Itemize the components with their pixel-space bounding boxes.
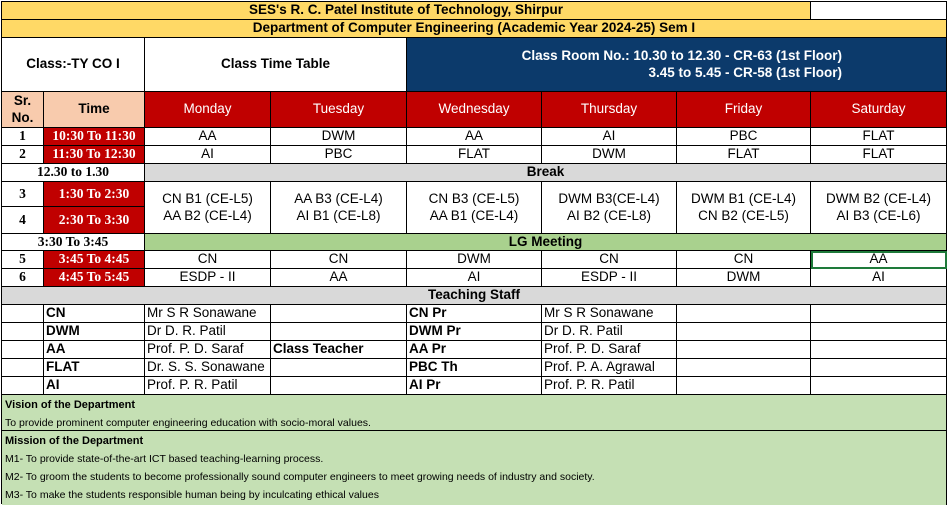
lab-batch-cell[interactable] [542, 182, 677, 234]
staff-name: Prof. P. R. Patil [145, 377, 271, 395]
lecture-cell[interactable]: AA [271, 269, 407, 287]
lecture-cell[interactable]: CN [145, 251, 271, 269]
lecture-cell[interactable]: PBC [271, 146, 407, 164]
lecture-cell[interactable]: DWM [542, 146, 677, 164]
mission-item-3: M3- To make the students responsible human being by inculcating ethical values [5, 489, 379, 501]
period-sr: 3 [2, 182, 44, 207]
lecture-cell[interactable]: AA [145, 128, 271, 146]
lecture-cell[interactable]: CN [542, 251, 677, 269]
staff-blank [811, 377, 947, 395]
staff-subject-code: FLAT [44, 359, 145, 377]
period-time: 1:30 To 2:30 [44, 182, 145, 207]
staff-blank [677, 305, 811, 323]
staff-extra [271, 323, 407, 341]
staff-practical-name: Dr D. R. Patil [542, 323, 677, 341]
lecture-cell[interactable]: CN [677, 251, 811, 269]
staff-extra: Class Teacher [271, 341, 407, 359]
lab-batch-cell[interactable] [271, 182, 407, 234]
period-time: 4:45 To 5:45 [44, 269, 145, 287]
lab-batch-line-2: AA B2 (CE-L4) [163, 207, 252, 223]
staff-name: Dr. S. S. Sonawane [145, 359, 271, 377]
day-head-monday: Monday [145, 92, 271, 128]
lecture-cell[interactable]: ESDP - II [542, 269, 677, 287]
vision-text: To provide prominent computer engineering education with socio-moral values. [5, 417, 371, 429]
staff-name: Prof. P. D. Saraf [145, 341, 271, 359]
staff-blank [2, 377, 44, 395]
lecture-cell[interactable]: AI [811, 269, 947, 287]
sr-no-head-line-1: Sr. [13, 93, 32, 109]
lecture-cell[interactable]: AI [407, 269, 542, 287]
period-sr: 4 [2, 207, 44, 234]
classroom-line-2: 3.45 to 5.45 - CR-58 (1st Floor) [648, 64, 842, 80]
lecture-cell[interactable]: CN [271, 251, 407, 269]
staff-practical-code: AA Pr [407, 341, 542, 359]
day-head-friday: Friday [677, 92, 811, 128]
lab-batch-line-2: CN B2 (CE-L5) [698, 207, 789, 223]
day-head-wednesday: Wednesday [407, 92, 542, 128]
lab-batch-line-2: AI B1 (CE-L8) [296, 207, 381, 223]
staff-name: Dr D. R. Patil [145, 323, 271, 341]
lecture-cell[interactable]: ESDP - II [145, 269, 271, 287]
lecture-cell[interactable]: FLAT [811, 128, 947, 146]
staff-blank [2, 323, 44, 341]
staff-extra [271, 305, 407, 323]
staff-blank [811, 341, 947, 359]
staff-practical-name: Prof. P. D. Saraf [542, 341, 677, 359]
staff-subject-code: CN [44, 305, 145, 323]
lecture-cell[interactable]: FLAT [407, 146, 542, 164]
lab-batch-line-2: AI B3 (CE-L6) [836, 207, 921, 223]
lab-batch-line-1: AA B3 (CE-L4) [294, 191, 383, 207]
staff-extra [271, 359, 407, 377]
lab-batch-line-2: AI B2 (CE-L8) [566, 207, 652, 223]
mission-heading: Mission of the Department [5, 435, 144, 447]
header-blank-cell[interactable] [811, 2, 947, 20]
staff-practical-name: Prof. P. A. Agrawal [542, 359, 677, 377]
lab-batch-cell[interactable] [677, 182, 811, 234]
period-time: 2:30 To 3:30 [44, 207, 145, 234]
staff-blank [677, 377, 811, 395]
lab-batch-cell[interactable] [145, 182, 271, 234]
period-time: 10:30 To 11:30 [44, 128, 145, 146]
staff-name: Mr S R Sonawane [145, 305, 271, 323]
vision-block [2, 395, 947, 431]
staff-blank [2, 359, 44, 377]
mission-block [2, 431, 947, 505]
lecture-cell[interactable]: AA [407, 128, 542, 146]
period-sr: 1 [2, 128, 44, 146]
lecture-cell[interactable]: PBC [677, 128, 811, 146]
staff-subject-code: AA [44, 341, 145, 359]
department-title: Department of Computer Engineering (Academic Year 2024-25) Sem I [2, 20, 947, 38]
institute-title: SES's R. C. Patel Institute of Technology, Shirpur [2, 2, 811, 20]
classroom-info [407, 38, 947, 92]
mission-item-1: M1- To provide state-of-the-art ICT based teaching-learning process. [5, 453, 324, 465]
staff-blank [811, 359, 947, 377]
lab-batch-line-1: DWM B3(CE-L4) [558, 191, 660, 207]
vision-heading: Vision of the Department [5, 399, 135, 411]
day-head-thursday: Thursday [542, 92, 677, 128]
staff-blank [811, 305, 947, 323]
lg-meeting-label: LG Meeting [145, 234, 947, 251]
lab-batch-line-1: DWM B1 (CE-L4) [690, 191, 796, 207]
staff-blank [677, 359, 811, 377]
staff-extra [271, 377, 407, 395]
mission-item-2: M2- To groom the students to become professionally sound computer engineers to meet growing needs of industry and society. [5, 471, 595, 483]
staff-practical-code: CN Pr [407, 305, 542, 323]
day-head-saturday: Saturday [811, 92, 947, 128]
lecture-cell[interactable]: AI [542, 128, 677, 146]
time-head: Time [44, 92, 145, 128]
staff-practical-code: AI Pr [407, 377, 542, 395]
lab-batch-line-2: AA B1 (CE-L4) [429, 207, 519, 223]
staff-blank [677, 341, 811, 359]
staff-blank [811, 323, 947, 341]
lab-batch-line-1: DWM B2 (CE-L4) [825, 191, 931, 207]
staff-practical-code: PBC Th [407, 359, 542, 377]
staff-blank [2, 305, 44, 323]
lecture-cell[interactable]: FLAT [677, 146, 811, 164]
staff-practical-code: DWM Pr [407, 323, 542, 341]
staff-practical-name: Mr S R Sonawane [542, 305, 677, 323]
staff-subject-code: DWM [44, 323, 145, 341]
sr-no-head-line-2: No. [11, 109, 34, 125]
lecture-cell[interactable]: DWM [677, 269, 811, 287]
lab-batch-line-1: CN B3 (CE-L5) [428, 191, 520, 207]
classroom-line-1: Class Room No.: 10.30 to 12.30 - CR-63 (1st Floor) [521, 48, 842, 64]
teaching-staff-title: Teaching Staff [2, 287, 947, 305]
lecture-cell[interactable]: DWM [271, 128, 407, 146]
lab-batch-cell[interactable] [407, 182, 542, 234]
lab-batch-cell[interactable] [811, 182, 947, 234]
staff-blank [2, 341, 44, 359]
period-sr: 5 [2, 251, 44, 269]
class-label: Class:-TY CO I [2, 38, 145, 92]
staff-practical-name: Prof. P. R. Patil [542, 377, 677, 395]
lecture-cell[interactable]: FLAT [811, 146, 947, 164]
break-label: Break [145, 164, 947, 182]
day-head-tuesday: Tuesday [271, 92, 407, 128]
lg-time: 3:30 To 3:45 [2, 234, 145, 251]
period-time: 11:30 To 12:30 [44, 146, 145, 164]
break-time: 12.30 to 1.30 [2, 164, 145, 182]
sr-no-head [2, 92, 44, 128]
staff-blank [677, 323, 811, 341]
period-sr: 6 [2, 269, 44, 287]
lecture-cell[interactable]: AI [145, 146, 271, 164]
period-time: 3:45 To 4:45 [44, 251, 145, 269]
period-sr: 2 [2, 146, 44, 164]
lab-batch-line-1: CN B1 (CE-L5) [162, 191, 253, 207]
lecture-cell[interactable]: AA [811, 251, 947, 269]
staff-subject-code: AI [44, 377, 145, 395]
lecture-cell[interactable]: DWM [407, 251, 542, 269]
table-title: Class Time Table [145, 38, 407, 92]
